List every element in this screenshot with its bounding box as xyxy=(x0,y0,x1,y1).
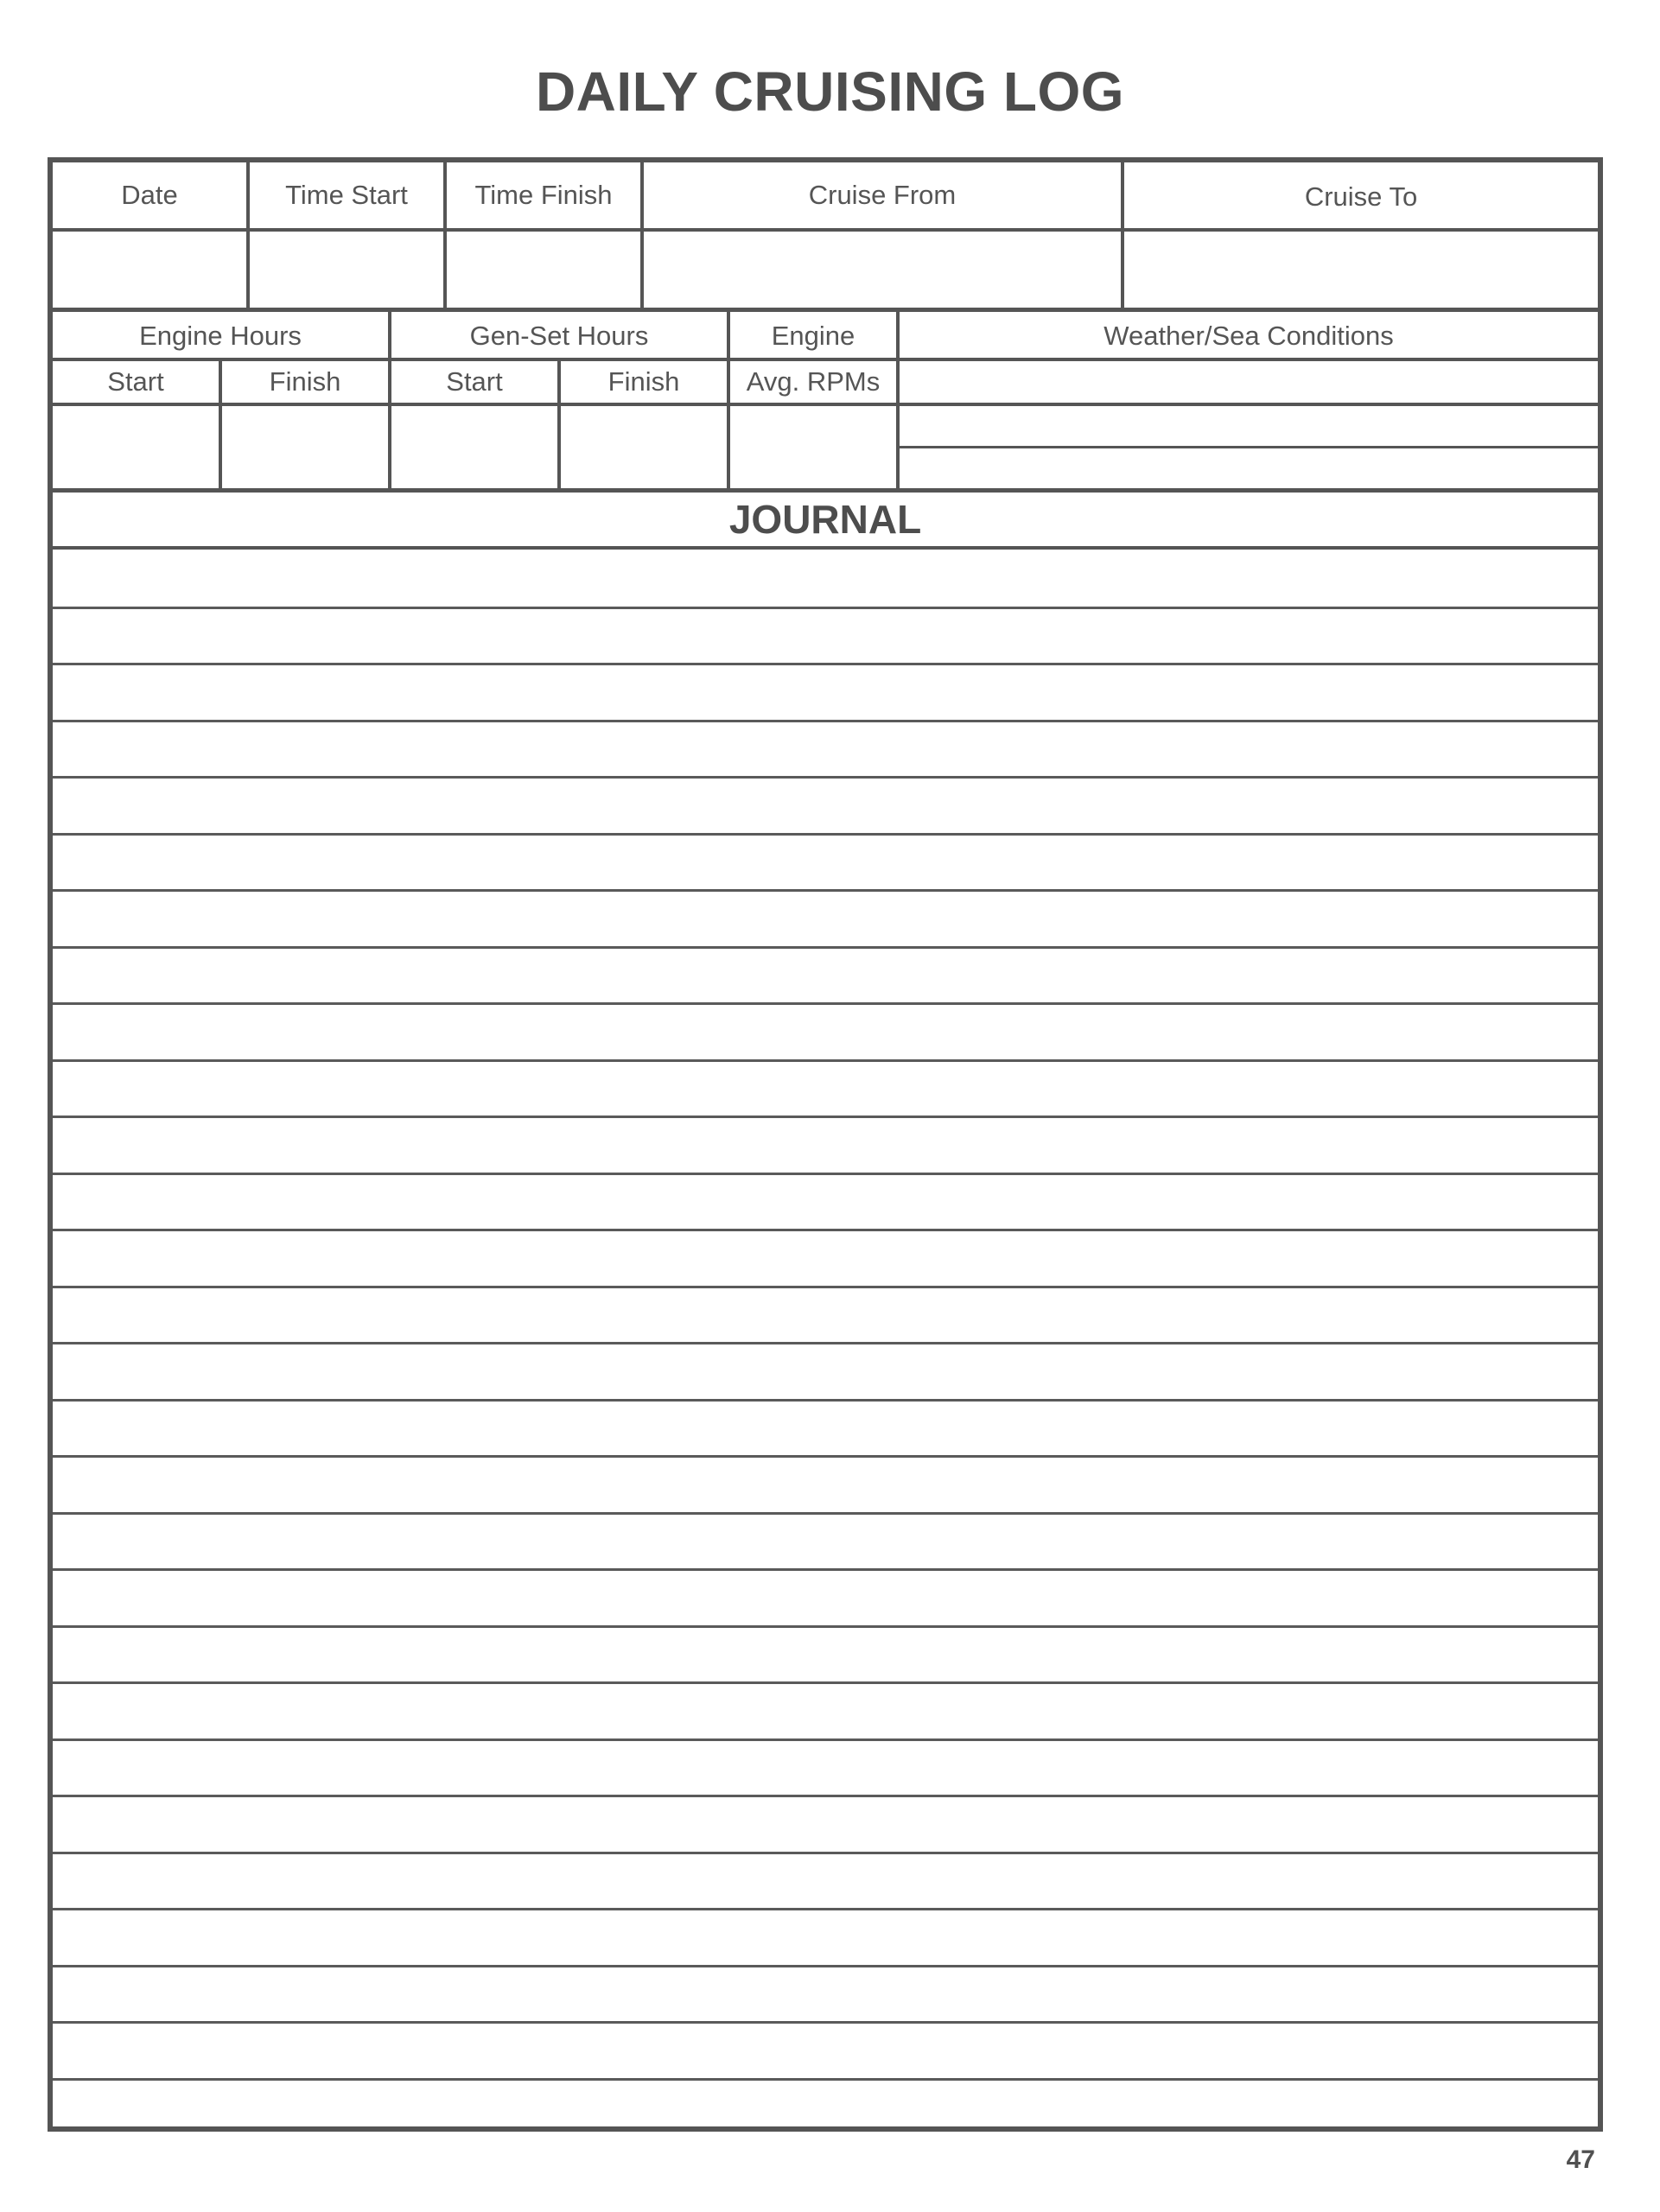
cruise-from-header-cell xyxy=(644,162,1124,228)
time-finish-header-cell xyxy=(447,162,644,228)
time-start-header-cell xyxy=(250,162,447,228)
genset-finish-header-cell xyxy=(561,359,730,403)
cruise-from-label: Cruise From xyxy=(808,180,957,210)
engine-entry-row xyxy=(53,404,1598,488)
trip-header-row xyxy=(53,162,1598,228)
gen-set-hours-header-cell xyxy=(391,312,730,358)
journal-rule-line[interactable] xyxy=(53,2021,1598,2024)
engine-finish-header-cell xyxy=(222,359,391,403)
genset-start-header-cell xyxy=(391,359,561,403)
gen-set-hours-label: Gen-Set Hours xyxy=(469,321,649,351)
journal-rule-line[interactable] xyxy=(53,1738,1598,1741)
engine-finish-label: Finish xyxy=(269,366,341,397)
journal-lines[interactable] xyxy=(53,550,1598,2126)
engine-start-label: Start xyxy=(107,366,164,397)
engine-finish-field[interactable] xyxy=(222,404,391,488)
cruise-to-field[interactable] xyxy=(1124,230,1598,308)
engine-subheader-row xyxy=(53,359,1598,403)
journal-rule-line[interactable] xyxy=(53,946,1598,949)
engine-header-cell xyxy=(730,312,900,358)
date-label: Date xyxy=(121,180,178,210)
page-title: DAILY CRUISING LOG xyxy=(535,60,1125,123)
engine-section-divider xyxy=(53,488,1598,493)
journal-rule-line[interactable] xyxy=(53,1908,1598,1910)
avg-rpms-field[interactable] xyxy=(730,404,900,488)
avg-rpms-header-cell xyxy=(730,359,900,403)
journal-rule-line[interactable] xyxy=(53,833,1598,836)
journal-rule-line[interactable] xyxy=(53,2078,1598,2081)
engine-hours-header-cell xyxy=(53,312,391,358)
genset-start-field[interactable] xyxy=(391,404,561,488)
journal-rule-line[interactable] xyxy=(53,1965,1598,1967)
journal-rule-line[interactable] xyxy=(53,720,1598,722)
journal-rule-line[interactable] xyxy=(53,1399,1598,1402)
weather-line-3[interactable] xyxy=(900,448,1598,488)
journal-rule-line[interactable] xyxy=(53,1229,1598,1231)
journal-rule-line[interactable] xyxy=(53,1512,1598,1515)
journal-rule-line[interactable] xyxy=(53,1342,1598,1344)
journal-rule-line[interactable] xyxy=(53,1116,1598,1118)
cruise-to-header-cell xyxy=(1124,162,1598,228)
time-finish-field[interactable] xyxy=(447,230,644,308)
journal-rule-line[interactable] xyxy=(53,776,1598,779)
cruise-to-label: Cruise To xyxy=(1304,181,1418,212)
date-field[interactable] xyxy=(53,230,250,308)
engine-label: Engine xyxy=(771,321,855,351)
journal-rule-line[interactable] xyxy=(53,889,1598,892)
journal-rule-line[interactable] xyxy=(53,1852,1598,1854)
genset-start-label: Start xyxy=(446,366,503,397)
genset-finish-field[interactable] xyxy=(561,404,730,488)
engine-start-field[interactable] xyxy=(53,404,222,488)
journal-rule-line[interactable] xyxy=(53,663,1598,665)
weather-line-2[interactable] xyxy=(900,404,1598,446)
journal-rule-line[interactable] xyxy=(53,1681,1598,1684)
time-start-label: Time Start xyxy=(285,180,408,210)
journal-rule-line[interactable] xyxy=(53,1173,1598,1175)
journal-rule-line[interactable] xyxy=(53,1455,1598,1458)
date-header-cell xyxy=(53,162,250,228)
engine-hours-label: Engine Hours xyxy=(139,321,302,351)
weather-lines-area xyxy=(900,404,1598,488)
journal-rule-line[interactable] xyxy=(53,1795,1598,1797)
trip-entry-row xyxy=(53,230,1598,308)
weather-header-cell xyxy=(900,312,1598,358)
engine-group-header-row xyxy=(53,312,1598,358)
journal-title: JOURNAL xyxy=(728,497,922,542)
cruise-from-field[interactable] xyxy=(644,230,1124,308)
page-number: 47 xyxy=(1566,2145,1595,2174)
weather-label: Weather/Sea Conditions xyxy=(1103,321,1394,351)
journal-rule-line[interactable] xyxy=(53,1059,1598,1062)
cruising-log-form xyxy=(48,157,1603,2132)
avg-rpms-label: Avg. RPMs xyxy=(746,366,881,397)
journal-rule-line[interactable] xyxy=(53,1002,1598,1005)
weather-line-1[interactable] xyxy=(900,359,1598,403)
time-finish-label: Time Finish xyxy=(474,180,613,210)
journal-rule-line[interactable] xyxy=(53,1625,1598,1628)
time-start-field[interactable] xyxy=(250,230,447,308)
journal-rule-line[interactable] xyxy=(53,1568,1598,1571)
journal-rule-line[interactable] xyxy=(53,1286,1598,1288)
genset-finish-label: Finish xyxy=(607,366,680,397)
engine-start-header-cell xyxy=(53,359,222,403)
journal-rule-line[interactable] xyxy=(53,607,1598,609)
